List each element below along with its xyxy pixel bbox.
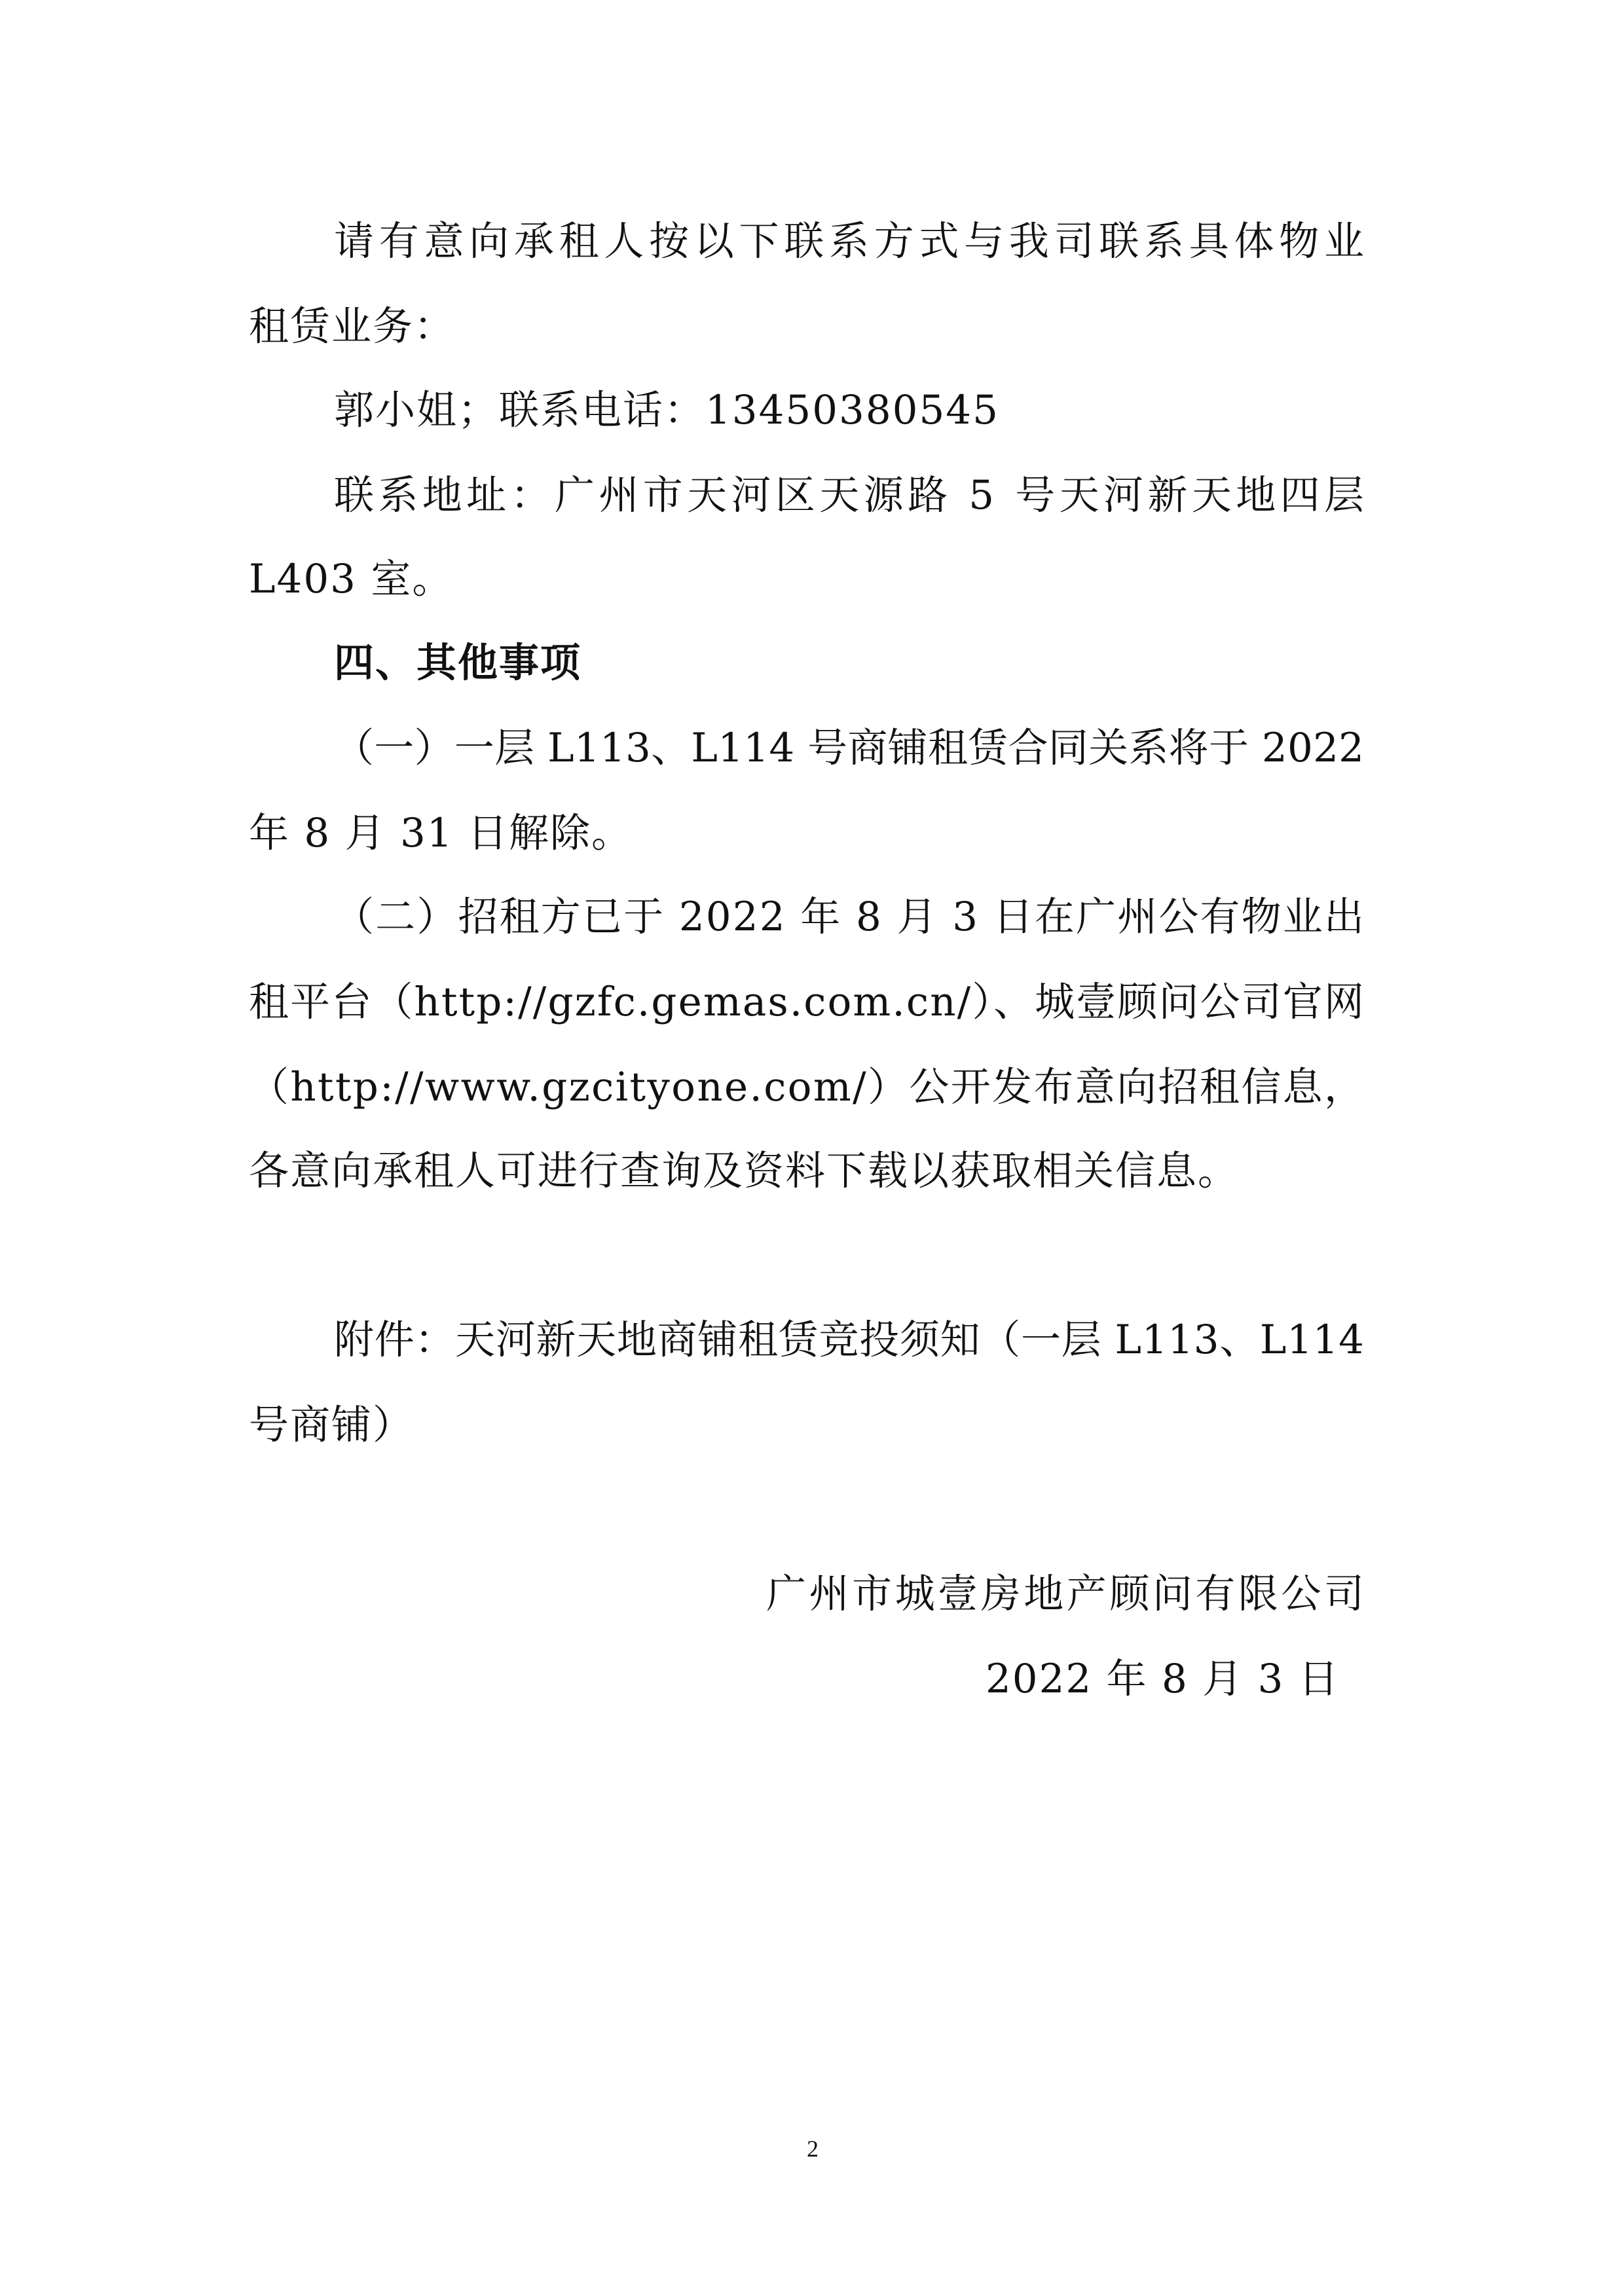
- contact-intro-line-2: 租赁业务：: [249, 303, 456, 350]
- attachment-line-1: 附件：天河新天地商铺租赁竞投须知（一层 L113、L114: [334, 1317, 1365, 1363]
- item-2-line-3: （http://www.gzcityone.com/）公开发布意向招租信息，: [249, 1064, 1366, 1110]
- item-1-line-2: 年 8 月 31 日解除。: [249, 810, 633, 856]
- signature-date: 2022 年 8 月 3 日: [986, 1656, 1340, 1702]
- section-4-heading: 四、其他事项: [334, 640, 582, 686]
- item-2-line-2: 租平台（http://gzfc.gemas.com.cn/）、城壹顾问公司官网: [249, 979, 1366, 1025]
- attachment-line-2: 号商铺）: [249, 1402, 415, 1448]
- address-line-2: L403 室。: [249, 556, 454, 602]
- item-1-line-1: （一）一层 L113、L114 号商铺租赁合同关系将于 2022: [334, 725, 1365, 771]
- address-line-1: 联系地址：广州市天河区天源路 5 号天河新天地四层: [334, 472, 1369, 519]
- contact-person: 郭小姐；联系电话：13450380545: [334, 387, 999, 433]
- item-2-line-1: （二）招租方已于 2022 年 8 月 3 日在广州公有物业出: [334, 894, 1366, 940]
- contact-intro-line-1: 请有意向承租人按以下联系方式与我司联系具体物业: [334, 218, 1369, 264]
- item-2-line-4: 各意向承租人可进行查询及资料下载以获取相关信息。: [249, 1148, 1240, 1194]
- page-number: 2: [807, 2136, 819, 2162]
- signature-company: 广州市城壹房地产顾问有限公司: [766, 1571, 1367, 1617]
